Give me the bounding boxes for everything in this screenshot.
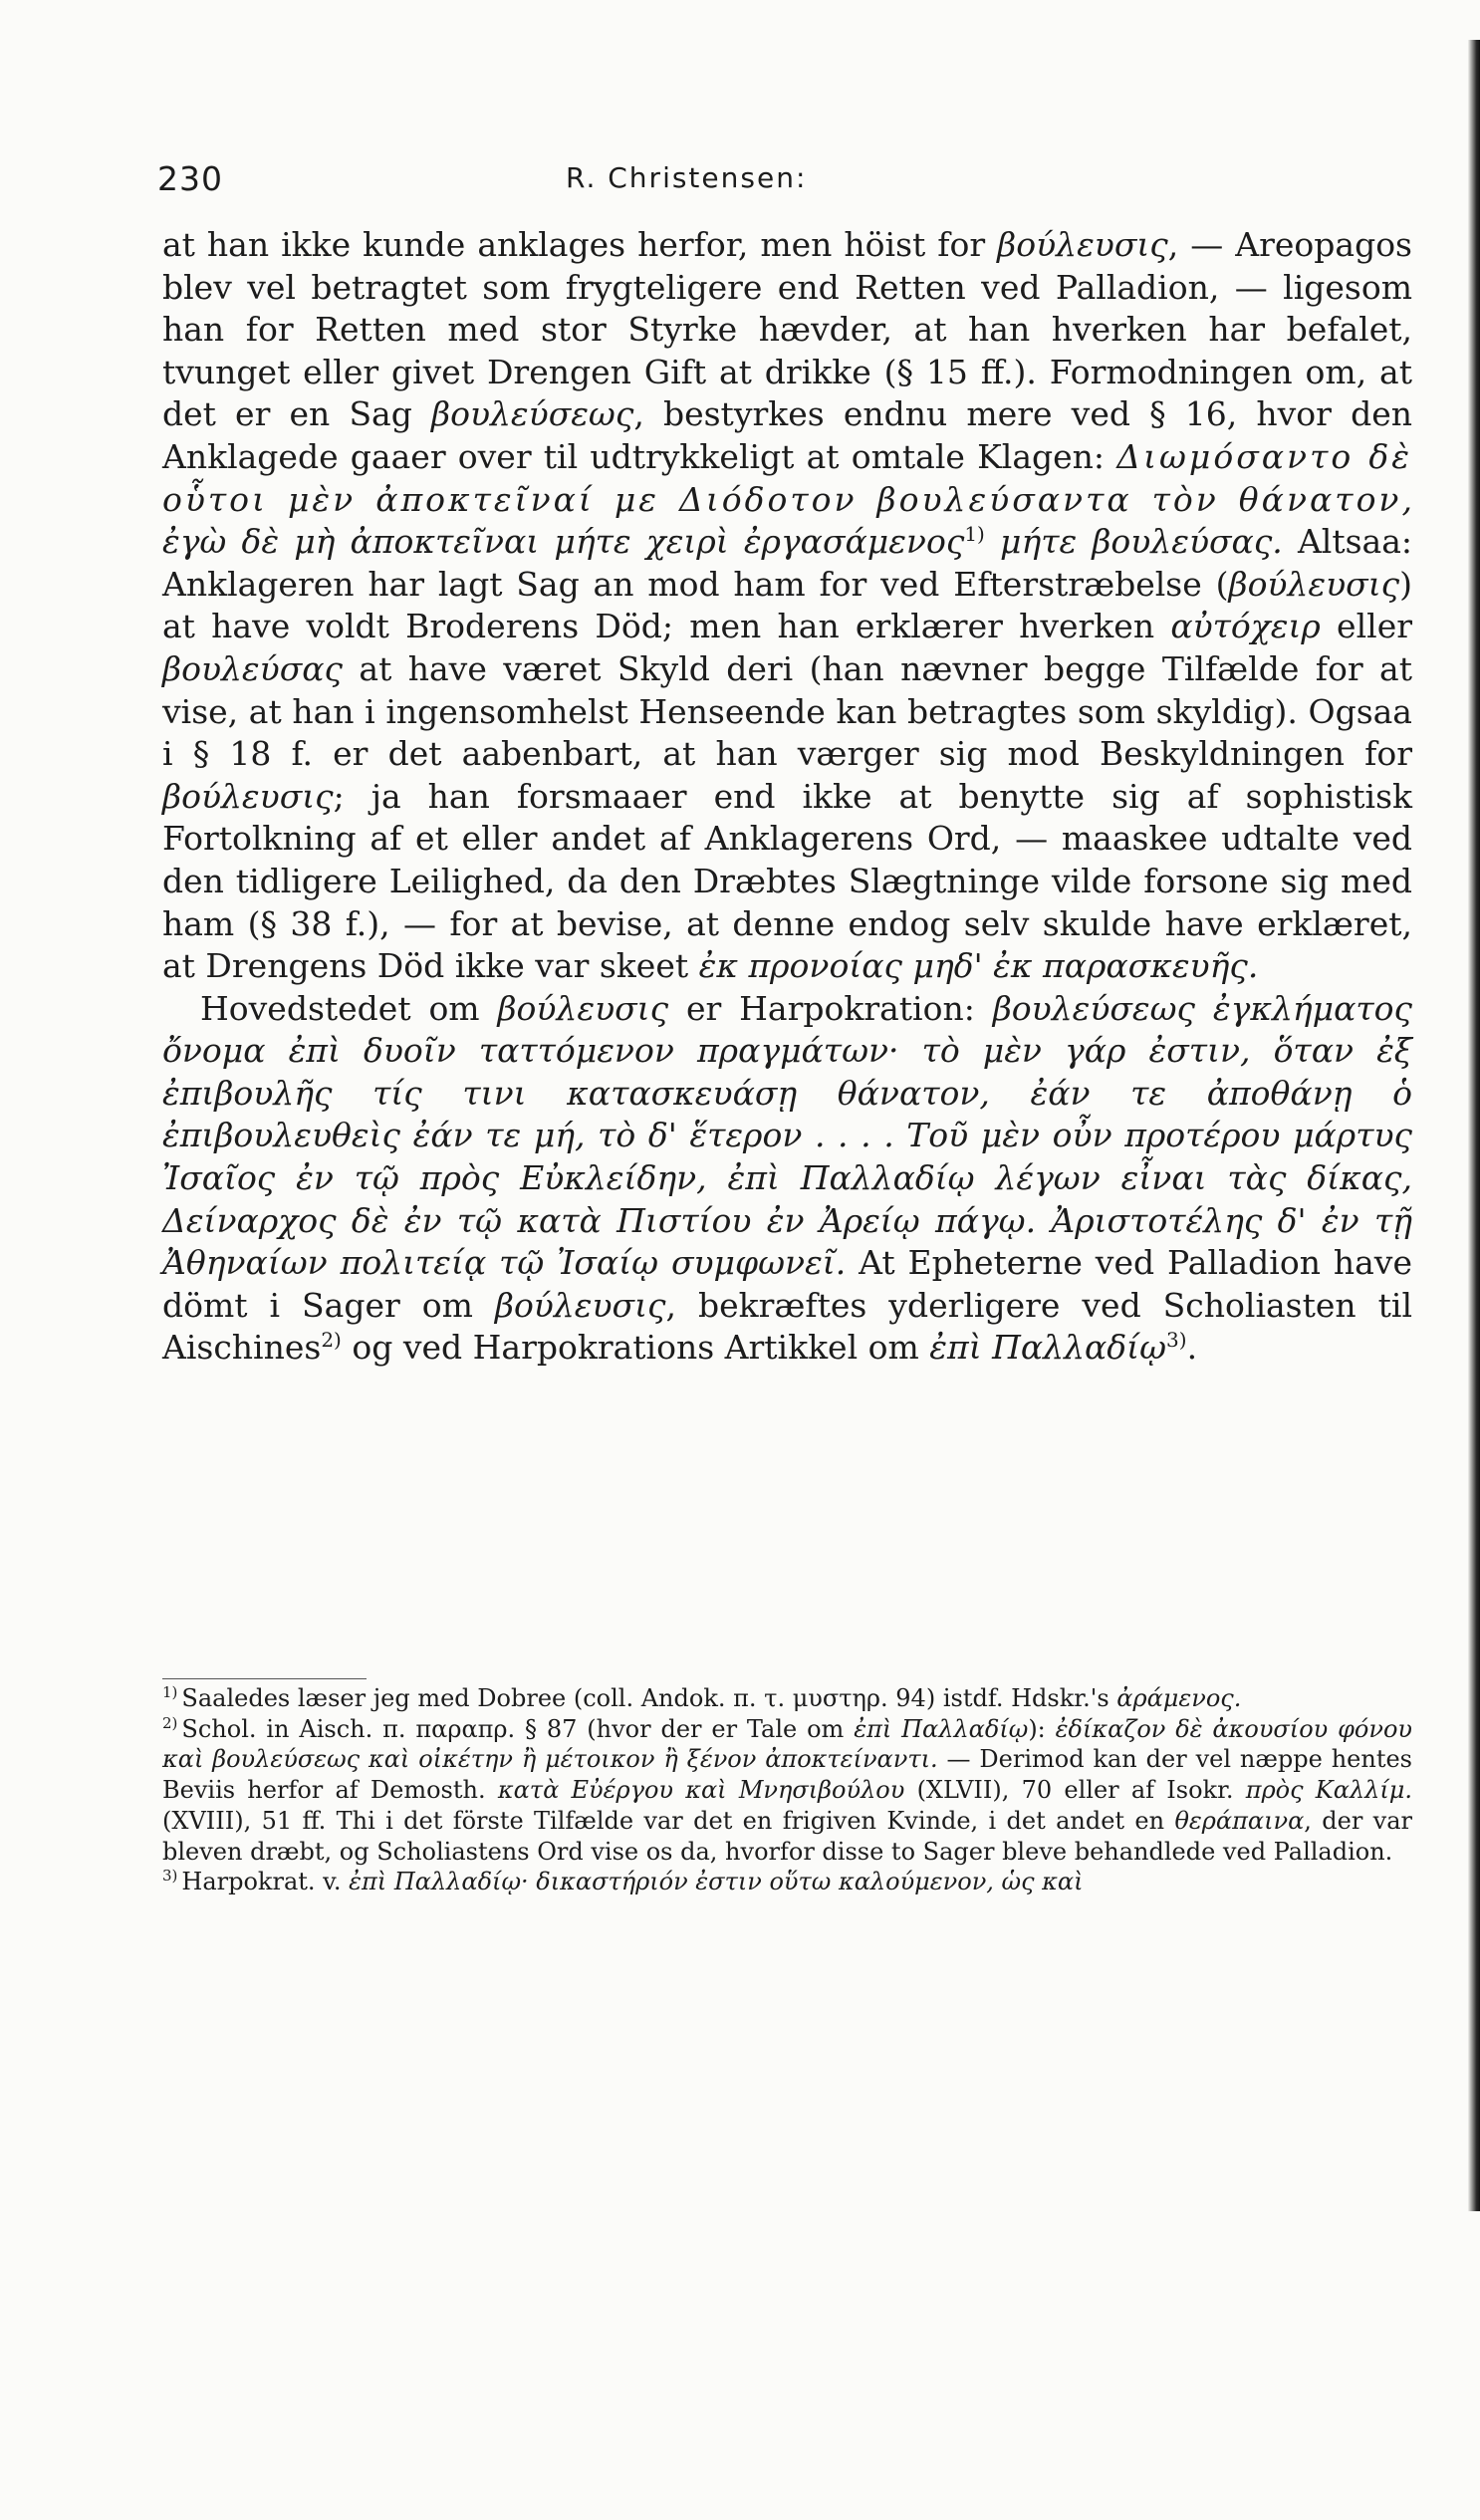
text-run: og ved Harpokrations Artikkel om — [341, 1328, 930, 1368]
greek-quote: Διωμόσαντο δὲ οὗτοι μὲν ἀποκτεῖναί με Διόδοτον βουλεύσαντα τὸν θάνατον — [162, 436, 1412, 519]
greek-term: βούλευσις — [997, 225, 1168, 264]
footnote-text: , der var bleven dræbt, og Scholiastens Ord vise os da, hvorfor disse to Sager bleve behandlede ved Palladion. — [162, 1806, 1412, 1866]
greek-term: βούλευσις — [497, 988, 669, 1028]
text-run: er Harpokration: — [668, 988, 993, 1028]
footnote-ref-3[interactable]: 3) — [1166, 1328, 1187, 1353]
footnote-text: Schol. in Aisch. π. παραπρ. § 87 (hvor der er Tale om — [181, 1714, 855, 1743]
paragraph-1 — [162, 224, 1412, 988]
footnote-text: — Derimod kan der vel næppe hentes Beviis herfor af Demosth. — [162, 1745, 1412, 1805]
paragraph-2 — [162, 988, 1412, 1370]
greek-term: αὐτόχειρ — [1170, 607, 1321, 646]
main-text — [162, 224, 1412, 1370]
text-run: eller — [1320, 607, 1412, 646]
greek-term: βουλεύσας — [162, 648, 343, 688]
text-run: at han ikke kunde anklages herfor, men höist for — [162, 225, 998, 264]
footnote-divider — [162, 1678, 367, 1679]
running-head: R. Christensen: — [566, 161, 808, 194]
greek-quote: ἐκ προνοίας μηδ' ἐκ παρασκευῆς. — [698, 946, 1259, 986]
footnotes — [162, 1683, 1412, 1897]
text-run: , bekræftes yderligere ved Scholiasten til Aischines — [162, 1285, 1412, 1368]
text-run: , bestyrkes endnu mere ved § 16, hvor den Anklagede gaaer over til udtrykkeligt at omtale Klagen: — [162, 394, 1412, 476]
footnote-text: (XLVII), 70 eller af Isokr. — [904, 1776, 1246, 1805]
greek-quote: ἐδίκαζον δὲ ἀκουσίου φόνου καὶ βουλεύσεως καὶ οἰκέτην ἢ μέτοικον ἢ ξένον ἀποκτείναντι. — [162, 1714, 1412, 1774]
greek-term: ἀράμενος. — [1116, 1684, 1242, 1712]
text-run: at have været Skyld deri (han nævner begge Tilfælde for at vise, at han i ingensomhelst Henseende kan betragtes som skyldig). Ogsaa i § 18 f. er det aabenbart, at han værger sig mod Beskyldningen for — [162, 648, 1412, 774]
footnote-mark: 2) — [162, 1713, 178, 1732]
footnote-ref-2[interactable]: 2) — [321, 1328, 342, 1353]
text-run: ) at have voldt Broderens Död; men han erklærer hverken — [162, 564, 1412, 646]
greek-quote: , ἐγὼ δὲ μὴ ἀποκτεῖναι μήτε χειρὶ ἐργασάμενος — [162, 479, 1412, 562]
footnote-text: Harpokrat. v. — [181, 1868, 350, 1896]
footnote-1 — [162, 1683, 1412, 1714]
greek-term: βούλευσις — [162, 776, 334, 816]
text-run: . — [1186, 1328, 1198, 1368]
footnote-text: ): — [1028, 1714, 1056, 1743]
footnote-3 — [162, 1867, 1412, 1897]
page-edge-shadow — [1468, 40, 1480, 2211]
text-run: , — Areopagos blev vel betragtet som frygteligere end Retten ved Palladion, — ligesom han for Retten med stor Styrke hævder, at han hverken har befalet, tvunget eller givet Drengen Gift at drikke (§ 15 ff.). Formodningen om, at det er en Sag — [162, 225, 1412, 434]
greek-quote: βουλεύσεως ἐγκλήματος ὄνομα ἐπὶ δυοῖν ταττόμενον πραγμάτων· τὸ μὲν γάρ ἐστιν, ὅταν ἐξ ἐπιβουλῆς τίς τινι κατασκευάσῃ θάνατον, ἐάν τε ἀποθάνῃ ὁ ἐπιβουλευθεὶς ἐάν τε μή, τὸ δ' ἕτερον . . . . Τοῦ μὲν οὖν προτέρου μάρτυς Ἰσαῖος ἐν τῷ πρὸς Εὐκλείδην, ἐπὶ Παλλαδίῳ λέγων εἶναι τὰς δίκας, Δείναρχος δὲ ἐν τῷ κατὰ Πιστίου ἐν Ἀρείῳ πάγῳ. Ἀριστοτέλης δ' ἐν τῇ Ἀθηναίων πολιτείᾳ τῷ Ἰσαίῳ συμφωνεῖ. — [162, 988, 1412, 1283]
greek-term: πρὸς Καλλίμ. — [1245, 1776, 1413, 1805]
greek-term: θεράπαινα — [1174, 1806, 1305, 1835]
greek-term: βουλεύσεως — [431, 394, 634, 434]
text-run: Altsaa: Anklageren har lagt Sag an mod ham for ved Efterstræbelse ( — [162, 522, 1413, 604]
footnote-ref-1[interactable]: 1) — [964, 522, 985, 547]
text-run: ; ja han forsmaaer end ikke at benytte sig af sophistisk Fortolkning af et eller andet af Anklagerens Ord, — maaskee udtalte ved den tidligere Leilighed, da den Dræbtes Slægtninge vilde forsone sig med ham (§ 38 f.), — for at bevise, at denne endog selv skulde have erklæret, at Drengens Död ikke var skeet — [162, 776, 1412, 986]
page-header — [157, 159, 1452, 199]
footnote-mark: 1) — [162, 1683, 178, 1701]
text-run: Hovedstedet om — [200, 988, 498, 1028]
text-run: At Epheterne ved Palladion have dömt i Sager om — [162, 1243, 1412, 1325]
footnote-2 — [162, 1714, 1412, 1868]
greek-term: βούλευσις — [1228, 564, 1400, 604]
greek-term: ἐπὶ Παλλαδίῳ — [854, 1714, 1029, 1743]
greek-quote: μήτε βουλεύσας. — [984, 522, 1283, 562]
footnote-text: Saaledes læser jeg med Dobree (coll. Andok. π. τ. μυστηρ. 94) istdf. Hdskr.'s — [181, 1684, 1117, 1712]
greek-term: ἐπὶ Παλλαδίῳ — [929, 1328, 1167, 1368]
greek-quote: ἐπὶ Παλλαδίῳ· δικαστήριόν ἐστιν οὕτω καλούμενον, ὡς καὶ — [349, 1868, 1084, 1896]
page-number: 230 — [157, 159, 223, 198]
greek-term: βούλευσις — [494, 1285, 666, 1325]
footnote-mark: 3) — [162, 1867, 178, 1886]
greek-term: κατὰ Εὐέργου καὶ Μνησιβούλου — [497, 1776, 905, 1805]
footnote-text: (XVIII), 51 ff. Thi i det förste Tilfælde var det en frigiven Kvinde, i det andet en — [162, 1806, 1175, 1835]
